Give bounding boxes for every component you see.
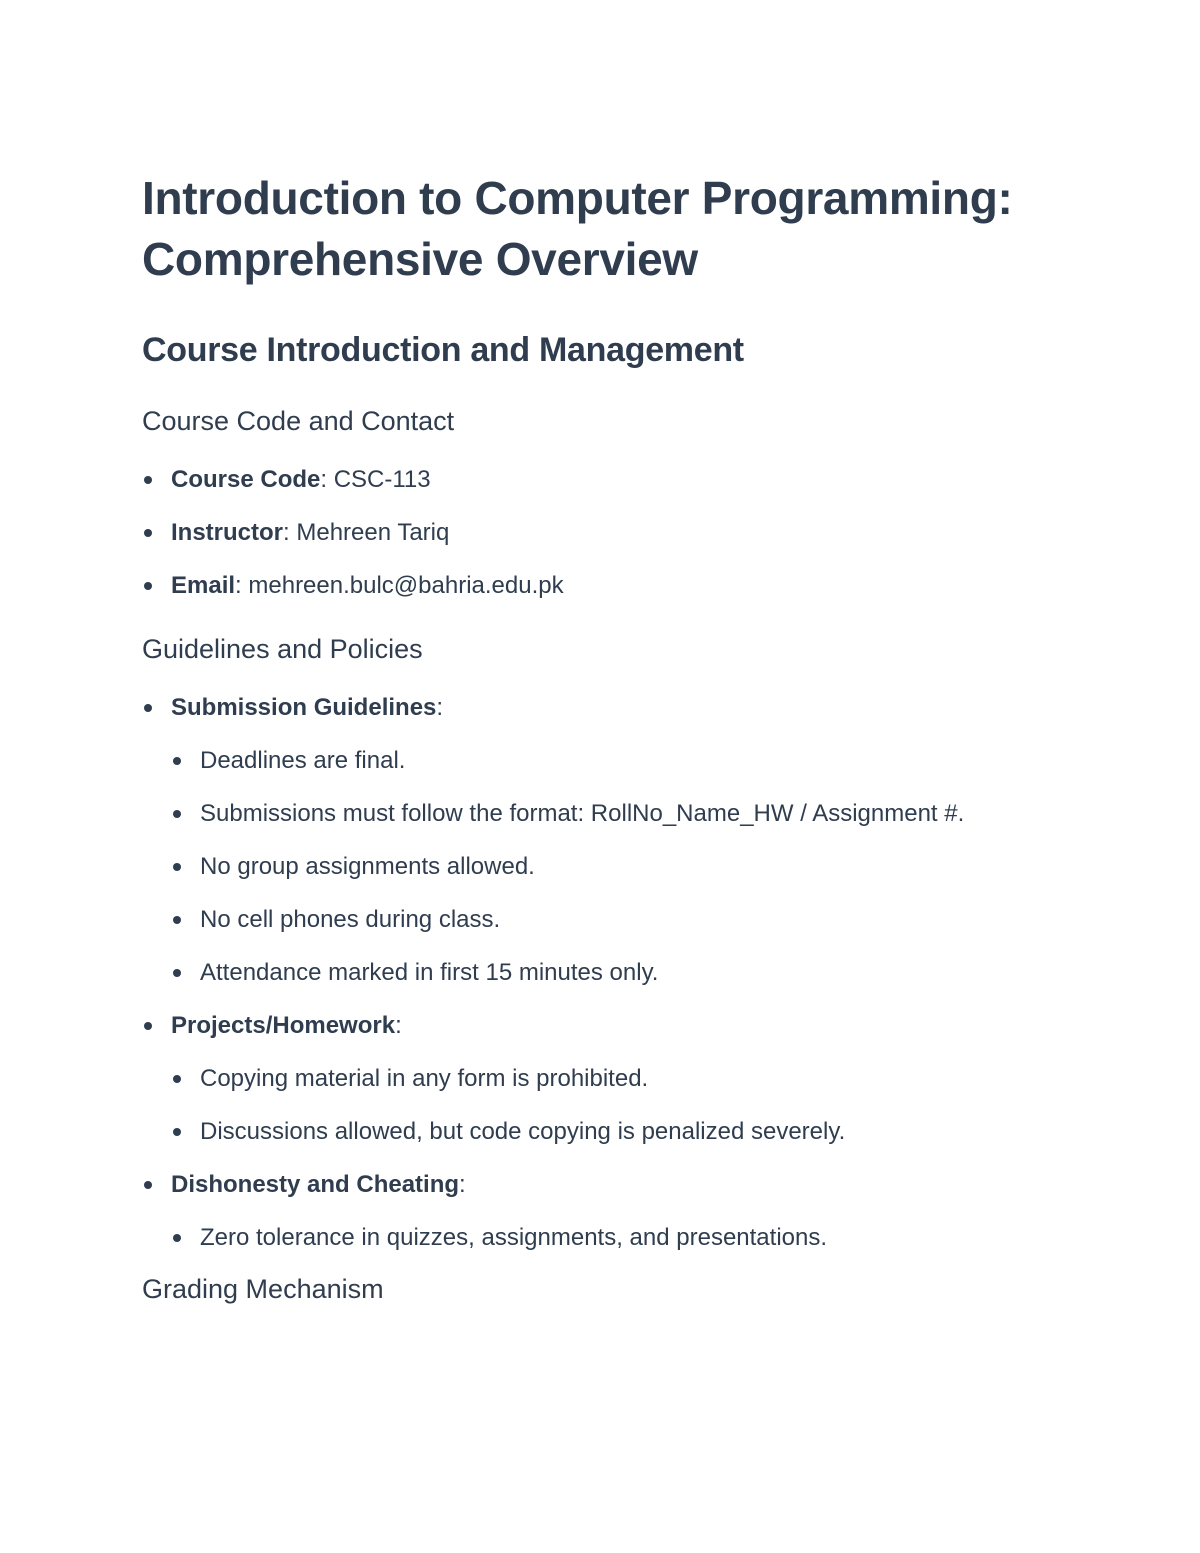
- guideline-group-separator: :: [395, 1012, 402, 1039]
- contact-item-email: [142, 566, 1062, 605]
- contact-value: CSC-113: [333, 466, 431, 493]
- guideline-subitem: Zero tolerance in quizzes, assignments, and presentations.: [171, 1218, 1062, 1257]
- contact-value: Mehreen Tariq: [296, 519, 450, 546]
- guideline-group-projects: [142, 1006, 1062, 1045]
- contact-item-instructor: [142, 513, 1062, 552]
- contact-heading: Course Code and Contact: [142, 406, 455, 436]
- guidelines-list: [142, 688, 1062, 1257]
- contact-value: mehreen.bulc@bahria.edu.pk: [248, 572, 564, 599]
- grading-heading: Grading Mechanism: [142, 1274, 384, 1304]
- guideline-subitem: No group assignments allowed.: [171, 847, 1062, 886]
- document-page: [142, 168, 1062, 1307]
- guideline-subitem: Submissions must follow the format: RollNo_Name_HW / Assignment #.: [171, 794, 1062, 833]
- contact-list: [142, 460, 1062, 605]
- contact-separator: :: [235, 572, 249, 599]
- contact-label: Course Code: [171, 466, 321, 493]
- contact-item-course-code: [142, 460, 1062, 499]
- guideline-subitem: Deadlines are final.: [171, 741, 1062, 780]
- guideline-subitem: No cell phones during class.: [171, 900, 1062, 939]
- contact-separator: :: [320, 466, 334, 493]
- section-title: Course Introduction and Management: [142, 331, 744, 369]
- guideline-group-label: Projects/Homework: [171, 1012, 396, 1039]
- guideline-subitem: Discussions allowed, but code copying is penalized severely.: [171, 1112, 1062, 1151]
- guidelines-heading: Guidelines and Policies: [142, 634, 423, 664]
- guideline-group-dishonesty: [142, 1165, 1062, 1204]
- contact-separator: :: [283, 519, 297, 546]
- guideline-group-submission: [142, 688, 1062, 727]
- document-title: Introduction to Computer Programming: Comprehensive Overview: [142, 172, 1013, 285]
- guideline-subitem: Attendance marked in first 15 minutes only.: [171, 953, 1062, 992]
- contact-label: Email: [171, 572, 236, 599]
- guideline-group-separator: :: [459, 1171, 466, 1198]
- guideline-group-label: Dishonesty and Cheating: [171, 1171, 460, 1198]
- contact-label: Instructor: [171, 519, 284, 546]
- guideline-group-separator: :: [436, 694, 444, 721]
- guideline-subitem: Copying material in any form is prohibited.: [171, 1059, 1062, 1098]
- guideline-group-label: Submission Guidelines: [171, 694, 437, 721]
